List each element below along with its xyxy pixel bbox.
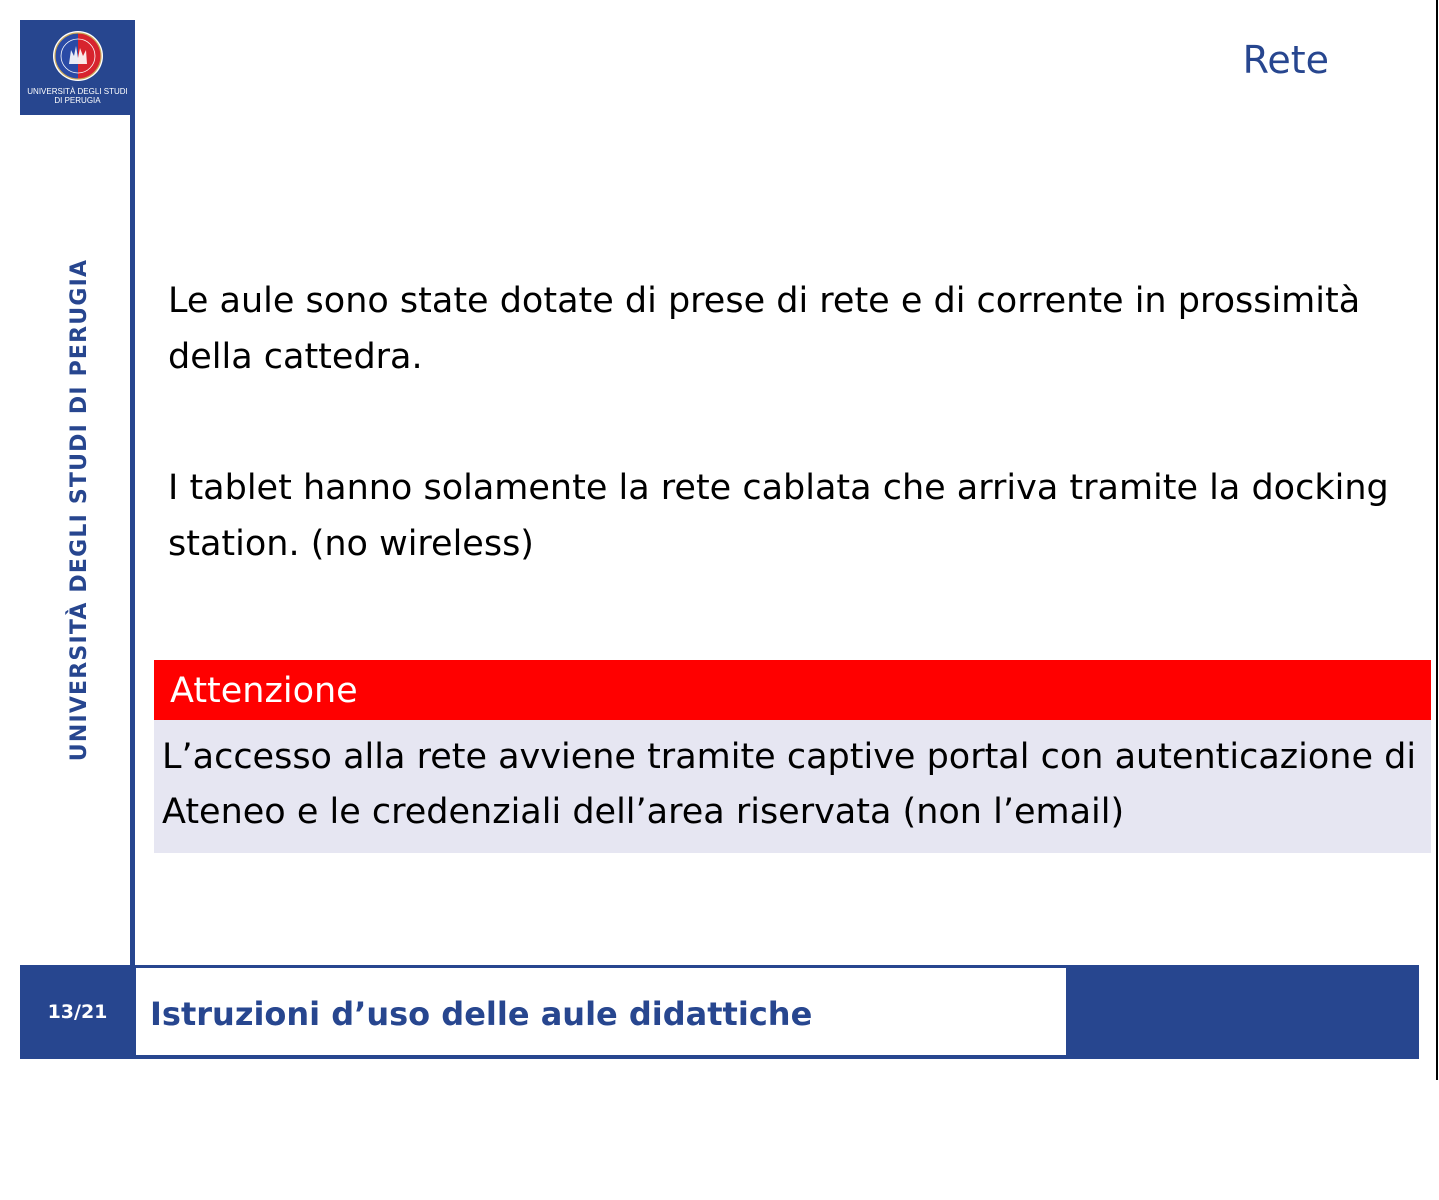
page-number: 13/21 [47, 1001, 108, 1023]
logo-caption-line1: UNIVERSITÀ DEGLI STUDI [27, 87, 128, 96]
sidebar-vertical-title: UNIVERSITÀ DEGLI STUDI DI PERUGIA [67, 258, 92, 762]
alert-title: Attenzione [154, 660, 1431, 720]
logo-caption [20, 87, 135, 105]
university-seal-icon [52, 30, 104, 82]
body-paragraph-2: I tablet hanno solamente la rete cablata che arriva tramite la docking station. (no wireless) [168, 468, 1389, 564]
alert-block [154, 660, 1431, 853]
alert-body: L’accesso alla rete avviene tramite captive portal con autenticazione di Ateneo e le credenziali dell’area riservata (non l’email) [154, 720, 1431, 853]
body-paragraph-1: Le aule sono state dotate di prese di rete e di corrente in prossimità della cattedra. [168, 281, 1361, 377]
frame-title: Rete [1242, 38, 1329, 82]
presentation-title: Istruzioni d’uso delle aule didattiche [150, 995, 813, 1033]
right-edge-line [1436, 0, 1438, 1080]
logo-caption-line2: DI PERUGIA [54, 96, 101, 105]
